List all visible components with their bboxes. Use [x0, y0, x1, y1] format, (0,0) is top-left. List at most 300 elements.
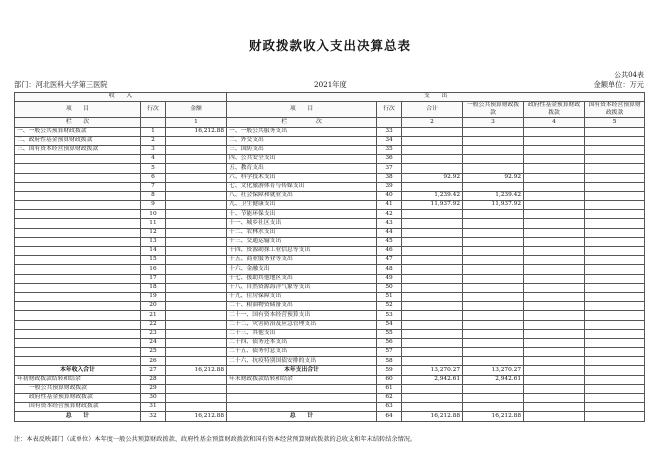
income-item — [15, 302, 141, 311]
fund-budget-amount — [524, 292, 585, 301]
state-capital-amount — [585, 210, 645, 219]
general-budget-amount — [463, 256, 524, 265]
general-budget-amount — [463, 127, 524, 136]
expense-item: 五、教育支出 — [227, 164, 377, 173]
expense-line: 41 — [377, 201, 402, 210]
income-line: 16 — [141, 265, 166, 274]
fund-budget-amount — [524, 155, 585, 164]
table-row — [15, 191, 645, 200]
expense-line: 57 — [377, 348, 402, 357]
state-capital-amount — [585, 182, 645, 191]
fund-budget-amount — [524, 302, 585, 311]
table-row — [15, 348, 645, 357]
fund-budget-amount — [524, 182, 585, 191]
fund-budget-amount — [524, 237, 585, 246]
state-capital-amount — [585, 136, 645, 145]
income-item — [15, 237, 141, 246]
general-budget-amount: 1,239.42 — [463, 191, 524, 200]
report-title: 财政拨款收入支出决算总表 — [248, 38, 411, 53]
income-amount — [166, 219, 227, 228]
income-line: 30 — [141, 394, 166, 403]
state-capital-amount — [585, 329, 645, 338]
income-line: 25 — [141, 348, 166, 357]
expense-item: 总 计 — [227, 412, 377, 421]
income-line: 21 — [141, 311, 166, 320]
general-budget-amount — [463, 210, 524, 219]
income-amount — [166, 191, 227, 200]
table-row — [15, 292, 645, 301]
state-capital-header: 国有资本经营预算财政拨款 — [585, 102, 645, 118]
expense-line: 45 — [377, 237, 402, 246]
expense-item: 本年支出合计 — [227, 366, 377, 375]
header-row-column-numbers — [15, 118, 645, 127]
state-capital-amount — [585, 375, 645, 384]
column-label-right: 栏 次 — [227, 118, 377, 127]
expense-total: 2,942.61 — [402, 375, 463, 384]
income-amount — [166, 274, 227, 283]
expense-line: 42 — [377, 210, 402, 219]
income-amount — [166, 348, 227, 357]
expense-total — [402, 228, 463, 237]
state-capital-amount — [585, 394, 645, 403]
table-row — [15, 302, 645, 311]
expense-total — [402, 136, 463, 145]
expense-item: 二十四、债务还本支出 — [227, 338, 377, 347]
income-item — [15, 182, 141, 191]
general-budget-amount — [463, 237, 524, 246]
expense-line: 50 — [377, 283, 402, 292]
fund-budget-amount — [524, 338, 585, 347]
table-row — [15, 247, 645, 256]
general-budget-amount — [463, 145, 524, 154]
table-row — [15, 329, 645, 338]
income-line: 18 — [141, 283, 166, 292]
state-capital-amount — [585, 173, 645, 182]
income-amount — [166, 384, 227, 393]
expense-line: 64 — [377, 412, 402, 421]
expense-item: 四、公共安全支出 — [227, 155, 377, 164]
income-item — [15, 219, 141, 228]
table-row — [15, 182, 645, 191]
fund-budget-amount — [524, 173, 585, 182]
state-capital-amount — [585, 403, 645, 412]
fund-budget-amount — [524, 384, 585, 393]
general-budget-header: 一般公共预算财政拨款 — [463, 102, 524, 118]
general-budget-amount — [463, 155, 524, 164]
income-item — [15, 274, 141, 283]
income-amount — [166, 201, 227, 210]
expense-total — [402, 237, 463, 246]
income-item — [15, 338, 141, 347]
state-capital-amount — [585, 412, 645, 421]
expense-item: 十六、金融支出 — [227, 265, 377, 274]
income-line: 27 — [141, 366, 166, 375]
unit-label: 金额单位：万元 — [593, 80, 644, 89]
table-row — [15, 228, 645, 237]
expense-item: 三、国防支出 — [227, 145, 377, 154]
expense-total — [402, 320, 463, 329]
income-item — [15, 292, 141, 301]
fund-budget-amount — [524, 164, 585, 173]
state-capital-amount — [585, 201, 645, 210]
expense-total — [402, 210, 463, 219]
general-budget-amount: 16,212.88 — [463, 412, 524, 421]
fund-budget-amount — [524, 403, 585, 412]
expense-item: 十五、商业服务业等支出 — [227, 256, 377, 265]
general-budget-amount — [463, 311, 524, 320]
form-number: 公共04表 — [614, 71, 644, 79]
income-line: 23 — [141, 329, 166, 338]
expense-line: 38 — [377, 173, 402, 182]
expense-line: 40 — [377, 191, 402, 200]
table-row — [15, 357, 645, 366]
state-capital-amount — [585, 191, 645, 200]
fund-budget-amount — [524, 145, 585, 154]
income-amount — [166, 375, 227, 384]
state-capital-amount — [585, 228, 645, 237]
state-capital-amount — [585, 265, 645, 274]
income-line: 5 — [141, 164, 166, 173]
income-amount — [166, 247, 227, 256]
state-capital-amount — [585, 384, 645, 393]
income-item: 一、一般公共预算财政拨款 — [15, 127, 141, 136]
table-row — [15, 256, 645, 265]
state-capital-amount — [585, 274, 645, 283]
table-row — [15, 366, 645, 375]
total-header: 合计 — [402, 102, 463, 118]
expense-total — [402, 338, 463, 347]
expense-total — [402, 311, 463, 320]
table-row — [15, 412, 645, 421]
income-line: 10 — [141, 210, 166, 219]
expense-item: 十九、住房保障支出 — [227, 292, 377, 301]
state-capital-amount — [585, 320, 645, 329]
general-budget-amount — [463, 219, 524, 228]
income-amount: 16,212.88 — [166, 127, 227, 136]
expense-item: 九、卫生健康支出 — [227, 201, 377, 210]
fund-budget-amount — [524, 136, 585, 145]
expense-line: 44 — [377, 228, 402, 237]
general-budget-amount — [463, 348, 524, 357]
column-number-5: 5 — [585, 118, 645, 127]
income-item: 本年收入合计 — [15, 366, 141, 375]
income-line: 31 — [141, 403, 166, 412]
expense-line: 39 — [377, 182, 402, 191]
expense-item: 七、文化旅游体育与传媒支出 — [227, 182, 377, 191]
income-line: 8 — [141, 191, 166, 200]
general-budget-amount — [463, 302, 524, 311]
income-line: 19 — [141, 292, 166, 301]
state-capital-amount — [585, 292, 645, 301]
general-budget-amount — [463, 164, 524, 173]
table-row — [15, 403, 645, 412]
expense-line: 53 — [377, 311, 402, 320]
income-amount — [166, 237, 227, 246]
general-budget-amount — [463, 136, 524, 145]
fund-budget-amount — [524, 219, 585, 228]
expense-total: 11,937.92 — [402, 201, 463, 210]
income-line: 28 — [141, 375, 166, 384]
table-row — [15, 136, 645, 145]
income-line: 7 — [141, 182, 166, 191]
income-line: 22 — [141, 320, 166, 329]
table-row — [15, 173, 645, 182]
income-item — [15, 265, 141, 274]
expense-line: 52 — [377, 302, 402, 311]
blank-cell — [377, 118, 402, 127]
expense-line: 58 — [377, 357, 402, 366]
income-item: 总 计 — [15, 412, 141, 421]
income-item — [15, 173, 141, 182]
income-amount-header: 金额 — [166, 102, 227, 118]
expense-line: 37 — [377, 164, 402, 173]
state-capital-amount — [585, 256, 645, 265]
general-budget-amount — [463, 283, 524, 292]
table-row — [15, 274, 645, 283]
income-item — [15, 247, 141, 256]
general-budget-amount — [463, 394, 524, 403]
general-budget-amount — [463, 329, 524, 338]
fund-budget-amount — [524, 210, 585, 219]
table-row — [15, 311, 645, 320]
expense-line: 62 — [377, 394, 402, 403]
report-year: 2021年度 — [314, 80, 347, 89]
expense-total — [402, 274, 463, 283]
state-capital-amount — [585, 283, 645, 292]
income-line-header: 行次 — [141, 102, 166, 118]
income-section-header: 收 入 — [15, 93, 227, 102]
income-item — [15, 283, 141, 292]
expense-item: 十三、交通运输支出 — [227, 237, 377, 246]
expense-item: 二十、粮油物资储备支出 — [227, 302, 377, 311]
expense-line: 56 — [377, 338, 402, 347]
state-capital-amount — [585, 357, 645, 366]
income-line: 11 — [141, 219, 166, 228]
fund-budget-amount — [524, 357, 585, 366]
income-item-header: 项 目 — [15, 102, 141, 118]
fund-budget-amount — [524, 127, 585, 136]
fund-budget-header: 政府性基金预算财政拨款 — [524, 102, 585, 118]
income-line: 1 — [141, 127, 166, 136]
expense-line: 48 — [377, 265, 402, 274]
expense-item: 十、节能环保支出 — [227, 210, 377, 219]
fund-budget-amount — [524, 412, 585, 421]
expense-line: 35 — [377, 145, 402, 154]
income-amount — [166, 311, 227, 320]
table-row — [15, 265, 645, 274]
income-item — [15, 210, 141, 219]
expense-total — [402, 127, 463, 136]
fund-budget-amount — [524, 366, 585, 375]
expense-line: 54 — [377, 320, 402, 329]
general-budget-amount — [463, 247, 524, 256]
fund-budget-amount — [524, 201, 585, 210]
general-budget-amount — [463, 403, 524, 412]
income-item — [15, 357, 141, 366]
general-budget-amount — [463, 182, 524, 191]
state-capital-amount — [585, 127, 645, 136]
expense-item: 二十五、债务付息支出 — [227, 348, 377, 357]
income-item: 政府性基金预算财政拨款 — [15, 394, 141, 403]
general-budget-amount — [463, 228, 524, 237]
expense-line: 51 — [377, 292, 402, 301]
table-row — [15, 127, 645, 136]
general-budget-amount: 92.92 — [463, 173, 524, 182]
table-row — [15, 394, 645, 403]
general-budget-amount — [463, 320, 524, 329]
income-amount — [166, 292, 227, 301]
state-capital-amount — [585, 366, 645, 375]
expense-line: 55 — [377, 329, 402, 338]
income-item — [15, 320, 141, 329]
income-amount — [166, 403, 227, 412]
income-amount — [166, 357, 227, 366]
expense-line: 49 — [377, 274, 402, 283]
income-amount — [166, 265, 227, 274]
income-item: 二、政府性基金预算财政拨款 — [15, 136, 141, 145]
general-budget-amount: 11,937.92 — [463, 201, 524, 210]
expense-item: 一、一般公共服务支出 — [227, 127, 377, 136]
expense-item: 二十六、抗疫特别国债安排的支出 — [227, 357, 377, 366]
income-line: 29 — [141, 384, 166, 393]
income-line: 15 — [141, 256, 166, 265]
expense-item: 六、科学技术支出 — [227, 173, 377, 182]
general-budget-amount — [463, 384, 524, 393]
expense-item — [227, 403, 377, 412]
general-budget-amount: 13,270.27 — [463, 366, 524, 375]
income-item — [15, 155, 141, 164]
state-capital-amount — [585, 219, 645, 228]
blank-cell — [141, 118, 166, 127]
income-amount — [166, 210, 227, 219]
income-item: 三、国有资本经营预算财政拨款 — [15, 145, 141, 154]
state-capital-amount — [585, 237, 645, 246]
expense-line: 61 — [377, 384, 402, 393]
table-row — [15, 145, 645, 154]
table-row — [15, 338, 645, 347]
expense-total — [402, 329, 463, 338]
expense-total — [402, 164, 463, 173]
expense-item: 十四、资源勘探工业信息等支出 — [227, 247, 377, 256]
expense-total — [402, 302, 463, 311]
expense-line: 47 — [377, 256, 402, 265]
income-amount: 16,212.88 — [166, 412, 227, 421]
table-row — [15, 283, 645, 292]
state-capital-amount — [585, 164, 645, 173]
expense-total — [402, 145, 463, 154]
general-budget-amount — [463, 274, 524, 283]
expense-line-header: 行次 — [377, 102, 402, 118]
general-budget-amount: 2,942.61 — [463, 375, 524, 384]
expense-item: 十二、农林水支出 — [227, 228, 377, 237]
income-line: 3 — [141, 145, 166, 154]
fund-budget-amount — [524, 256, 585, 265]
expense-line: 60 — [377, 375, 402, 384]
table-row — [15, 384, 645, 393]
expense-total — [402, 155, 463, 164]
income-line: 24 — [141, 338, 166, 347]
state-capital-amount — [585, 247, 645, 256]
income-item — [15, 311, 141, 320]
report-meta — [14, 80, 644, 90]
fund-budget-amount — [524, 265, 585, 274]
expense-total: 16,212.88 — [402, 412, 463, 421]
expense-line: 46 — [377, 247, 402, 256]
state-capital-amount — [585, 348, 645, 357]
expense-total — [402, 283, 463, 292]
expense-item — [227, 384, 377, 393]
state-capital-amount — [585, 311, 645, 320]
fund-budget-amount — [524, 311, 585, 320]
expense-total — [402, 394, 463, 403]
state-capital-amount — [585, 145, 645, 154]
expense-total — [402, 247, 463, 256]
fund-budget-amount — [524, 348, 585, 357]
income-item: 一般公共预算财政拨款 — [15, 384, 141, 393]
income-amount — [166, 329, 227, 338]
expense-item: 十七、援助其他地区支出 — [227, 274, 377, 283]
income-line: 6 — [141, 173, 166, 182]
expense-total — [402, 384, 463, 393]
footnote: 注：本表反映部门（或单位）本年度一般公共预算财政拨款、政府性基金预算财政拨款和国有资本经营预算财政拨款的总收支和年末结转结余情况。 — [14, 436, 417, 443]
income-item — [15, 164, 141, 173]
expense-line: 36 — [377, 155, 402, 164]
expense-total: 1,239.42 — [402, 191, 463, 200]
income-line: 26 — [141, 357, 166, 366]
state-capital-amount — [585, 338, 645, 347]
income-amount — [166, 283, 227, 292]
table-row — [15, 219, 645, 228]
expense-item: 十一、城乡社区支出 — [227, 219, 377, 228]
table-row — [15, 155, 645, 164]
table-row — [15, 237, 645, 246]
expense-section-header: 支 出 — [227, 93, 645, 102]
department-label: 部门：河北医科大学第三医院 — [14, 80, 108, 89]
expense-item: 八、社会保障和就业支出 — [227, 191, 377, 200]
income-line: 4 — [141, 155, 166, 164]
table-row — [15, 210, 645, 219]
expense-line: 59 — [377, 366, 402, 375]
income-item: 年初财政拨款结转和结余 — [15, 375, 141, 384]
income-line: 32 — [141, 412, 166, 421]
column-number-2: 2 — [402, 118, 463, 127]
income-line: 14 — [141, 247, 166, 256]
expense-total — [402, 219, 463, 228]
income-item — [15, 329, 141, 338]
expense-item: 二十三、其他支出 — [227, 329, 377, 338]
income-amount — [166, 136, 227, 145]
column-number-3: 3 — [463, 118, 524, 127]
income-amount — [166, 182, 227, 191]
expense-total — [402, 348, 463, 357]
income-line: 17 — [141, 274, 166, 283]
fund-budget-amount — [524, 329, 585, 338]
income-amount — [166, 173, 227, 182]
expense-item: 十八、自然资源海洋气象等支出 — [227, 283, 377, 292]
expense-total — [402, 357, 463, 366]
finance-table — [14, 92, 645, 422]
table-row — [15, 201, 645, 210]
expense-item: 年末财政拨款结转和结余 — [227, 375, 377, 384]
income-line: 2 — [141, 136, 166, 145]
income-amount — [166, 228, 227, 237]
state-capital-amount — [585, 155, 645, 164]
header-row-sections — [15, 93, 645, 102]
income-item — [15, 191, 141, 200]
fund-budget-amount — [524, 191, 585, 200]
income-amount — [166, 320, 227, 329]
expense-total: 13,270.27 — [402, 366, 463, 375]
